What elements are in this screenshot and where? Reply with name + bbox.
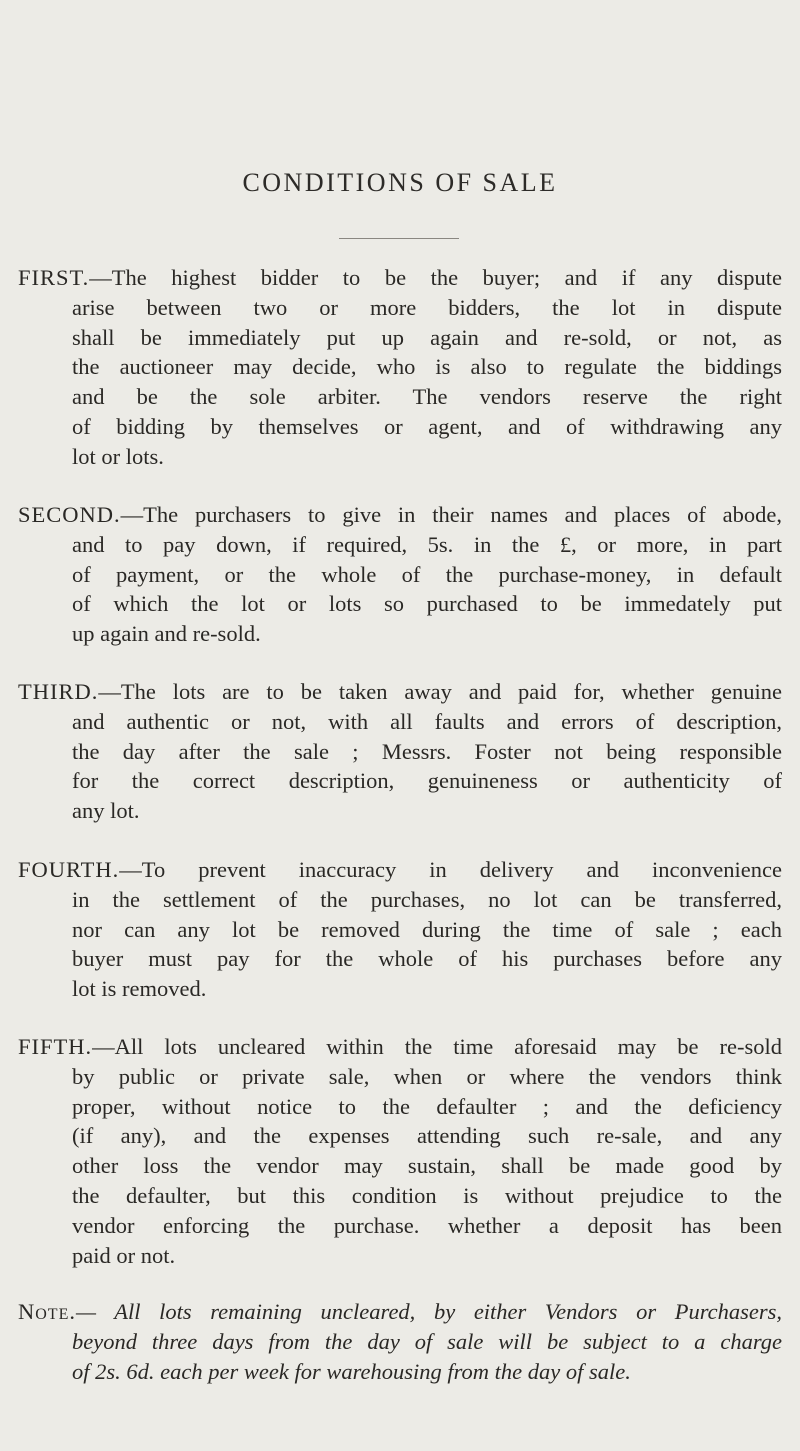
clause-line: in the settlement of the purchases, no lot can be transferred, [72, 886, 782, 912]
clause-lead: SECOND. [18, 502, 121, 527]
note-line: Note.— All lots remaining uncleared, by either Vendors or Purchasers, [18, 1299, 782, 1324]
clause-line: lot is removed. [72, 976, 207, 1002]
clause-first [18, 263, 782, 472]
clause-fourth [18, 855, 782, 1004]
clause-lead: FIRST. [18, 265, 90, 290]
clause-lead: FIFTH. [18, 1034, 93, 1059]
clause-line: of which the lot or lots so purchased to be immedately put [72, 591, 782, 617]
clause-line: nor can any lot be removed during the time of sale ; each [72, 916, 782, 942]
clause-line: lot or lots. [72, 443, 164, 469]
clause-line: buyer must pay for the whole of his purchases before any [72, 946, 782, 972]
clause-line: THIRD.—The lots are to be taken away and paid for, whether genuine [18, 679, 782, 704]
clause-second [18, 500, 782, 649]
clause-line: vendor enforcing the purchase. whether a deposit has been [72, 1212, 782, 1238]
clause-line: (if any), and the expenses attending such re-sale, and any [72, 1123, 782, 1149]
clause-line: and be the sole arbiter. The vendors reserve the right [72, 384, 782, 410]
clause-line: shall be immediately put up again and re-sold, or not, as [72, 324, 782, 350]
clause-line: proper, without notice to the defaulter ; and the deficiency [72, 1093, 782, 1119]
clause-line: the day after the sale ; Messrs. Foster not being responsible [72, 738, 782, 764]
clause-line: of payment, or the whole of the purchase-money, in default [72, 561, 782, 587]
clause-line: the auctioneer may decide, who is also to regulate the biddings [72, 354, 782, 380]
clause-third [18, 677, 782, 826]
page-title: CONDITIONS OF SALE [242, 168, 558, 197]
clause-line: SECOND.—The purchasers to give in their names and places of abode, [18, 502, 782, 527]
clause-line: other loss the vendor may sustain, shall be made good by [72, 1153, 782, 1179]
clause-line: FIRST.—The highest bidder to be the buyer; and if any dispute [18, 265, 782, 290]
clause-lead: FOURTH. [18, 857, 120, 882]
clause-line: and to pay down, if required, 5s. in the £, or more, in part [72, 531, 782, 557]
clause-line: of bidding by themselves or agent, and of withdrawing any [72, 413, 782, 439]
clause-line: by public or private sale, when or where the vendors think [72, 1063, 782, 1089]
clause-line: and authentic or not, with all faults and errors of description, [72, 708, 782, 734]
clause-lead: THIRD. [18, 679, 99, 704]
clause-fifth [18, 1032, 782, 1270]
clause-line: FOURTH.—To prevent inaccuracy in delivery and inconvenience [18, 857, 782, 882]
clause-line: FIFTH.—All lots uncleared within the time aforesaid may be re-sold [18, 1034, 782, 1059]
note-lead: Note. [18, 1299, 76, 1324]
clause-line: paid or not. [72, 1242, 176, 1268]
clause-line: the defaulter, but this condition is without prejudice to the [72, 1182, 782, 1208]
clause-line: up again and re-sold. [72, 621, 261, 647]
clause-line: arise between two or more bidders, the lot in dispute [72, 294, 782, 320]
title-divider [339, 238, 459, 239]
note-line: beyond three days from the day of sale will be subject to a charge [72, 1328, 782, 1354]
clause-line: for the correct description, genuineness or authenticity of [72, 768, 782, 794]
clause-line: any lot. [72, 798, 140, 824]
note [18, 1297, 782, 1386]
note-line: of 2s. 6d. each per week for warehousing from the day of sale. [72, 1358, 631, 1384]
